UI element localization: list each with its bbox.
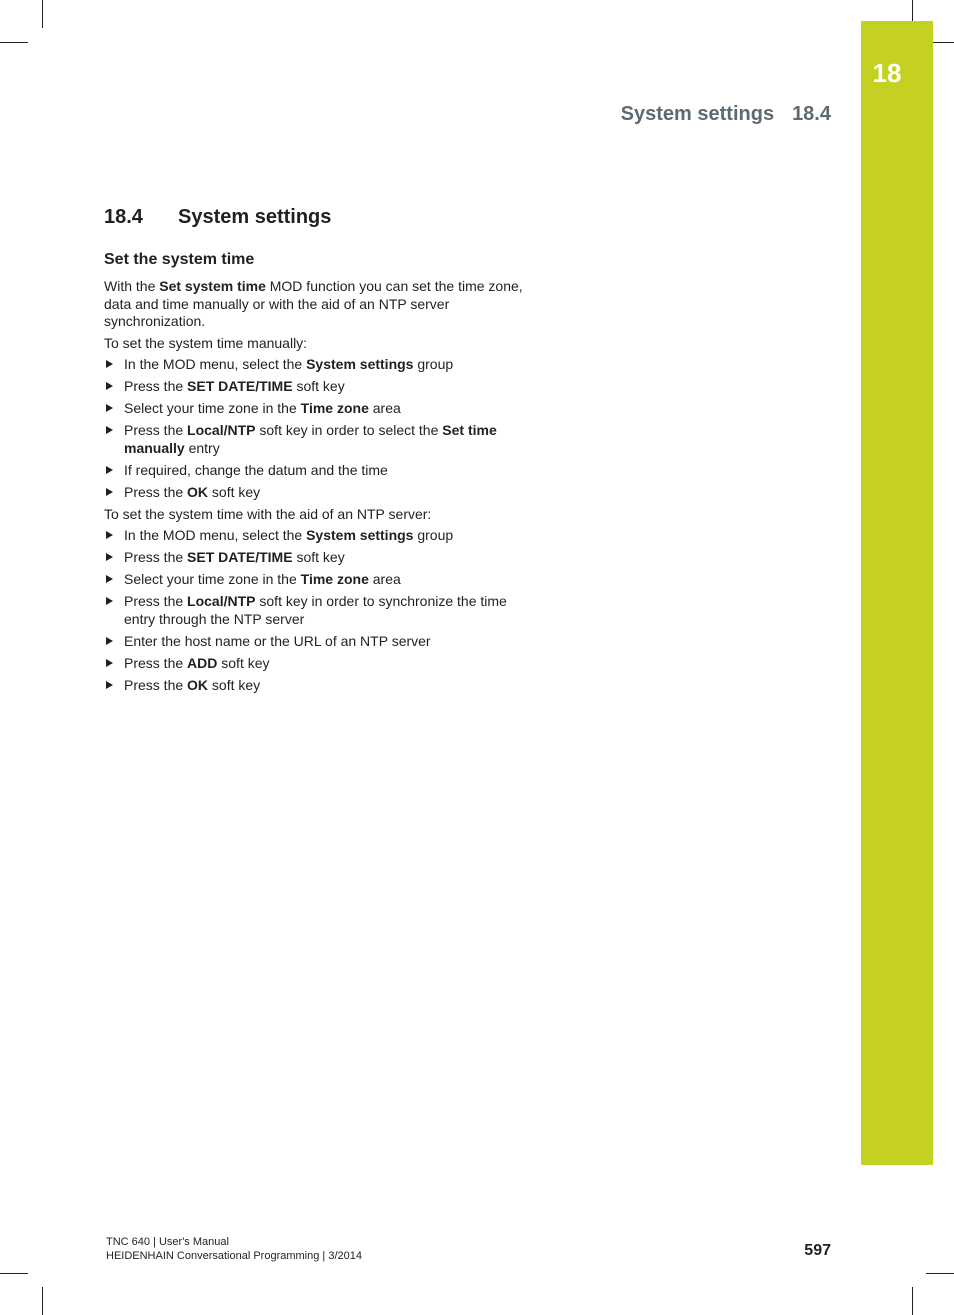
triangle-bullet-icon xyxy=(106,404,113,412)
triangle-bullet-icon xyxy=(106,597,113,605)
intro-term: Set system time xyxy=(159,278,266,294)
triangle-bullet-icon xyxy=(106,382,113,390)
step-text: Select your time zone in the xyxy=(124,571,301,587)
section-title: System settings xyxy=(178,206,332,228)
list-item xyxy=(104,356,534,374)
step-term: Local/NTP xyxy=(187,593,256,609)
step-text: Press the xyxy=(124,676,188,693)
list-item xyxy=(104,571,534,589)
step-text: soft key xyxy=(208,676,261,693)
running-header-section: 18.4 xyxy=(792,103,831,125)
step-term: OK xyxy=(187,483,209,500)
step-text: entry xyxy=(184,439,220,456)
step-text: group xyxy=(413,527,454,543)
body-content xyxy=(104,278,534,699)
list-item xyxy=(104,593,534,628)
crop-mark xyxy=(912,1287,913,1315)
step-text: soft key xyxy=(208,483,261,500)
step-text: Press the xyxy=(124,549,188,565)
list-item xyxy=(104,462,534,480)
step-text: group xyxy=(413,356,454,372)
step-text: Press the xyxy=(124,654,188,671)
running-header-title: System settings xyxy=(620,103,775,125)
step-text: area xyxy=(368,400,401,416)
manual-steps-list xyxy=(104,356,534,501)
triangle-bullet-icon xyxy=(106,681,113,689)
triangle-bullet-icon xyxy=(106,531,113,539)
list-item xyxy=(104,633,534,651)
triangle-bullet-icon xyxy=(106,637,113,645)
step-term: SET DATE/TIME xyxy=(187,549,293,565)
list-item xyxy=(104,400,534,418)
list-item xyxy=(104,527,534,545)
step-text: soft key xyxy=(217,654,270,671)
step-text: Enter the host name or the URL of an NTP server xyxy=(124,632,431,649)
list-item xyxy=(104,549,534,567)
intro-paragraph xyxy=(104,278,534,331)
intro-pre: With the xyxy=(104,278,160,294)
step-text: If required, change the datum and the time xyxy=(124,461,388,478)
crop-mark xyxy=(42,0,43,28)
step-text: In the MOD menu, select the xyxy=(124,527,307,543)
section-number: 18.4 xyxy=(104,206,143,228)
footer-text xyxy=(106,1235,362,1263)
step-text: Press the xyxy=(124,483,188,500)
manual-lead: To set the system time manually: xyxy=(104,334,308,351)
triangle-bullet-icon xyxy=(106,466,113,474)
step-term: SET DATE/TIME xyxy=(187,378,293,394)
step-text: Press the xyxy=(124,422,188,438)
crop-mark xyxy=(0,42,28,43)
step-term: OK xyxy=(187,676,209,693)
footer-line-2: HEIDENHAIN Conversational Programming | 3/2014 xyxy=(106,1250,362,1262)
crop-mark xyxy=(0,1273,28,1274)
triangle-bullet-icon xyxy=(106,553,113,561)
triangle-bullet-icon xyxy=(106,426,113,434)
step-term: Local/NTP xyxy=(187,422,256,438)
step-term: Time zone xyxy=(300,571,369,587)
chapter-tab xyxy=(861,21,933,1165)
ntp-steps-list xyxy=(104,527,534,694)
step-text: Press the xyxy=(124,593,188,609)
list-item xyxy=(104,677,534,695)
step-text: soft key in order to select the xyxy=(255,422,443,438)
step-text: soft key xyxy=(292,378,345,394)
crop-mark xyxy=(42,1287,43,1315)
step-term: System settings xyxy=(306,527,414,543)
running-header xyxy=(621,103,831,126)
list-item xyxy=(104,484,534,502)
list-item xyxy=(104,655,534,673)
triangle-bullet-icon xyxy=(106,575,113,583)
crop-mark xyxy=(926,1273,954,1274)
step-term: ADD xyxy=(187,654,218,671)
subsection-heading: Set the system time xyxy=(104,251,255,268)
ntp-lead: To set the system time with the aid of an NTP server: xyxy=(104,505,432,522)
step-text: soft key in order to synchronize the time entry through the NTP server xyxy=(124,593,507,627)
section-heading xyxy=(104,206,331,229)
step-text: Select your time zone in the xyxy=(124,400,301,416)
step-text: In the MOD menu, select the xyxy=(124,356,307,372)
list-item xyxy=(104,422,534,457)
page-number: 597 xyxy=(804,1242,831,1259)
step-text: soft key xyxy=(292,549,345,565)
triangle-bullet-icon xyxy=(106,488,113,496)
list-item xyxy=(104,378,534,396)
step-text: area xyxy=(368,571,401,587)
triangle-bullet-icon xyxy=(106,360,113,368)
footer-line-1: TNC 640 | User's Manual xyxy=(106,1236,229,1248)
intro-post: MOD function you can set the time zone, data and time manually or with the aid of an NTP server synchronization. xyxy=(104,278,523,329)
chapter-number: 18 xyxy=(872,58,902,88)
step-term: Set time manually xyxy=(124,422,497,456)
step-text: Press the xyxy=(124,378,188,394)
step-term: Time zone xyxy=(300,400,369,416)
step-term: System settings xyxy=(306,356,414,372)
triangle-bullet-icon xyxy=(106,659,113,667)
